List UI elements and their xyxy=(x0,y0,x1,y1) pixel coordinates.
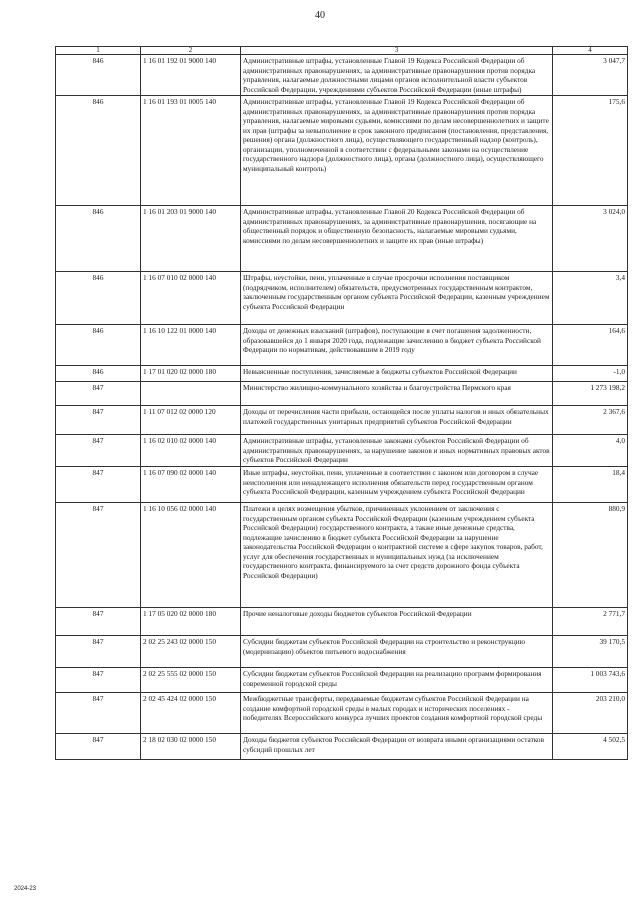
amount-cell: -1,0 xyxy=(553,366,628,382)
description-cell: Министерство жилищно-коммунального хозяйства и благоустройства Пермского края xyxy=(241,382,553,406)
table-row xyxy=(56,467,628,503)
amount-cell: 203 210,0 xyxy=(553,693,628,734)
budget-code-cell: 2 02 45 424 02 0000 150 xyxy=(141,693,241,734)
amount-cell: 3 024,0 xyxy=(553,206,628,272)
column-header-2: 2 xyxy=(141,47,241,55)
description-cell: Доходы от перечисления части прибыли, остающейся после уплаты налогов и иных обязательных платежей государственных унитарных предприятий субъектов Российской Федерации xyxy=(241,406,553,435)
admin-code-cell: 846 xyxy=(56,206,141,272)
amount-cell: 3,4 xyxy=(553,272,628,325)
amount-cell: 1 003 743,6 xyxy=(553,668,628,693)
table-row xyxy=(56,96,628,206)
budget-code-cell: 2 18 02 030 02 0000 150 xyxy=(141,734,241,760)
admin-code-cell: 847 xyxy=(56,734,141,760)
amount-cell: 39 170,5 xyxy=(553,636,628,668)
budget-code-cell: 1 16 07 010 02 0000 140 xyxy=(141,272,241,325)
page-number: 40 xyxy=(315,10,325,21)
header-row xyxy=(56,47,628,55)
admin-code-cell: 846 xyxy=(56,272,141,325)
document-code: 2024-23 xyxy=(14,886,37,892)
table-row xyxy=(56,608,628,636)
amount-cell: 2 367,6 xyxy=(553,406,628,435)
admin-code-cell: 847 xyxy=(56,693,141,734)
description-cell: Иные штрафы, неустойки, пени, уплаченные в соответствии с законом или договором в случае неисполнения или ненадлежащего исполнения обязательств перед государственным органом субъекта Российской Федерации, казенным учреждением субъекта Российской Федерации xyxy=(241,467,553,503)
budget-code-cell: 1 16 10 122 01 0000 140 xyxy=(141,325,241,366)
budget-code-cell: 1 11 07 012 02 0000 120 xyxy=(141,406,241,435)
budget-code-cell: 2 02 25 555 02 0000 150 xyxy=(141,668,241,693)
description-cell: Невыясненные поступления, зачисляемые в бюджеты субъектов Российской Федерации xyxy=(241,366,553,382)
amount-cell: 1 273 198,2 xyxy=(553,382,628,406)
admin-code-cell: 847 xyxy=(56,406,141,435)
admin-code-cell: 846 xyxy=(56,325,141,366)
table-row xyxy=(56,206,628,272)
amount-cell: 18,4 xyxy=(553,467,628,503)
budget-code-cell: 1 16 02 010 02 0000 140 xyxy=(141,435,241,467)
admin-code-cell: 846 xyxy=(56,96,141,206)
admin-code-cell: 847 xyxy=(56,382,141,406)
budget-code-cell: 1 17 01 020 02 0000 180 xyxy=(141,366,241,382)
budget-code-cell: 1 16 01 203 01 9000 140 xyxy=(141,206,241,272)
description-cell: Субсидии бюджетам субъектов Российской Федерации на реализацию программ формирования современной городской среды xyxy=(241,668,553,693)
column-header-3: 3 xyxy=(241,47,553,55)
description-cell: Доходы от денежных взысканий (штрафов), поступающие в счет погашения задолженности, образовавшейся до 1 января 2020 года, подлежащие зачислению в бюджет субъекта Российской Федерации по нормативам, действовавшим в 2019 году xyxy=(241,325,553,366)
column-header-4: 4 xyxy=(553,47,628,55)
admin-code-cell: 847 xyxy=(56,636,141,668)
amount-cell: 4,0 xyxy=(553,435,628,467)
admin-code-cell: 846 xyxy=(56,366,141,382)
admin-code-cell: 847 xyxy=(56,435,141,467)
table-row xyxy=(56,636,628,668)
description-cell: Платежи в целях возмещения убытков, причиненных уклонением от заключения с государственным органом субъекта Российской Федерации (казенным учреждением субъекта Российской Федерации) государственного контракта, а также иные денежные средства, подлежащие зачислению в бюджет субъекта Российской Федерации за нарушение законодательства Российской Федерации о контрактной системе в сфере закупок товаров, работ, услуг для обеспечения государственных и муниципальных нужд (за исключением государственного контракта, финансируемого за счет средств дорожного фонда субъекта Российской Федерации) xyxy=(241,503,553,608)
table-row xyxy=(56,366,628,382)
amount-cell: 880,9 xyxy=(553,503,628,608)
table-row xyxy=(56,734,628,760)
table-body xyxy=(56,55,628,760)
admin-code-cell: 847 xyxy=(56,668,141,693)
table-row xyxy=(56,325,628,366)
admin-code-cell: 847 xyxy=(56,608,141,636)
description-cell: Административные штрафы, установленные законами субъектов Российской Федерации об административных правонарушениях, за нарушение законов и иных нормативных правовых актов субъектов Российской Федерации xyxy=(241,435,553,467)
column-header-1: 1 xyxy=(56,47,141,55)
description-cell: Штрафы, неустойки, пени, уплаченные в случае просрочки исполнения поставщиком (подрядчиком, исполнителем) обязательств, предусмотренных государственным контрактом, заключенным государственным органом субъекта Российской Федерации, казенным учреждением субъекта Российской Федерации xyxy=(241,272,553,325)
budget-code-cell: 1 16 01 192 01 9000 140 xyxy=(141,55,241,96)
budget-code-cell: 2 02 25 243 02 0000 150 xyxy=(141,636,241,668)
budget-code-cell: 1 17 05 020 02 0000 180 xyxy=(141,608,241,636)
table-row xyxy=(56,406,628,435)
budget-code-cell: 1 16 01 193 01 0005 140 xyxy=(141,96,241,206)
table-row xyxy=(56,272,628,325)
admin-code-cell: 847 xyxy=(56,503,141,608)
description-cell: Административные штрафы, установленные Главой 19 Кодекса Российской Федерации об административных правонарушениях, за административные правонарушения против порядка управления, налагаемые должностными лицами органов исполнительной власти субъектов Российской Федерации, учреждениями субъектов Российской Федерации (иные штрафы) xyxy=(241,55,553,96)
budget-code-cell: 1 16 07 090 02 0000 140 xyxy=(141,467,241,503)
amount-cell: 164,6 xyxy=(553,325,628,366)
amount-cell: 4 502,5 xyxy=(553,734,628,760)
description-cell: Доходы бюджетов субъектов Российской Федерации от возврата иными организациями остатков субсидий прошлых лет xyxy=(241,734,553,760)
admin-code-cell: 847 xyxy=(56,467,141,503)
table-row xyxy=(56,668,628,693)
description-cell: Межбюджетные трансферты, передаваемые бюджетам субъектов Российской Федерации на создание комфортной городской среды в малых городах и исторических поселениях - победителях Всероссийского конкурса лучших проектов создания комфортной городской среды xyxy=(241,693,553,734)
revenue-table xyxy=(55,46,628,760)
budget-code-cell: 1 16 10 056 02 0000 140 xyxy=(141,503,241,608)
budget-code-cell xyxy=(141,382,241,406)
table-row xyxy=(56,55,628,96)
description-cell: Прочие неналоговые доходы бюджетов субъектов Российской Федерации xyxy=(241,608,553,636)
amount-cell: 175,6 xyxy=(553,96,628,206)
table-row xyxy=(56,382,628,406)
description-cell: Административные штрафы, установленные Главой 19 Кодекса Российской Федерации об административных правонарушениях, за административные правонарушения против порядка управления, налагаемые мировыми судьями, комиссиями по делам несовершеннолетних и защите их прав (штрафы за невыполнение в срок законного предписания (постановления, представления, решения) органа (должностного лица), осуществляющего государственный надзор (контроль), организации, уполномоченной в соответствии с федеральными законами на осуществление государственного надзора (должностного лица), органа (должностного лица), осуществляющего муниципальный контроль) xyxy=(241,96,553,206)
table-row xyxy=(56,435,628,467)
admin-code-cell: 846 xyxy=(56,55,141,96)
description-cell: Субсидии бюджетам субъектов Российской Федерации на строительство и реконструкцию (модернизацию) объектов питьевого водоснабжения xyxy=(241,636,553,668)
amount-cell: 3 047,7 xyxy=(553,55,628,96)
description-cell: Административные штрафы, установленные Главой 20 Кодекса Российской Федерации об административных правонарушениях, за административные правонарушения, посягающие на общественный порядок и общественную безопасность, налагаемые мировыми судьями, комиссиями по делам несовершеннолетних и защите их прав (иные штрафы) xyxy=(241,206,553,272)
table-row xyxy=(56,693,628,734)
amount-cell: 2 771,7 xyxy=(553,608,628,636)
table-row xyxy=(56,503,628,608)
